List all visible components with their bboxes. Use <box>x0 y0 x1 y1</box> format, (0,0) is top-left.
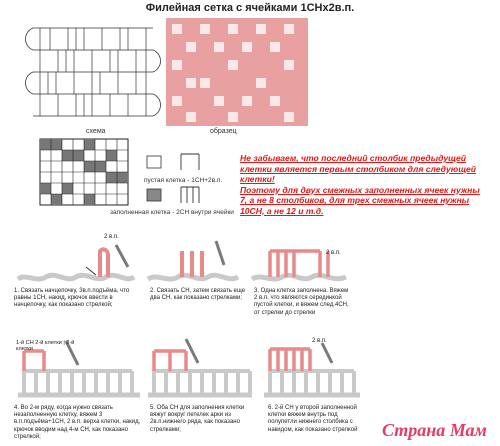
step-2-illustration <box>146 237 242 287</box>
step-3-text: 3. Одна клетка заполнена. Вяжем 2 в.п. что являются серединкой пустой клетки, и вяжем след.4СН, от стрелки до стрелки <box>254 288 349 316</box>
note-line-3: клетки! <box>240 174 275 184</box>
step-5-text: 5. Оба СН для заполнения клетки вяжут вокруг петелек арки из 2в.п.нижнего ряда, как показано стрелками; <box>150 405 245 433</box>
step-6-callout: 2 в.п. <box>312 338 327 344</box>
step-3-illustration <box>250 237 350 287</box>
note-line-4: Поэтому для двух смежных заполненных ячеек нужны <box>240 184 480 195</box>
filled-cell-label: заполненная клетка - 2СН внутри ячейки <box>110 209 234 216</box>
page-title: Филейная сетка с ячейками 1СНх2в.п. <box>145 2 355 14</box>
note-line-6: 10СН, а не 12 и т.д. <box>240 205 324 216</box>
empty-cell-symbol <box>146 155 164 169</box>
note-line-1: Не забываем, что последний столбик предыдущей <box>240 153 467 163</box>
site-watermark: Страна Мам <box>382 420 487 440</box>
note-line-2: клетки является первым столбиком для следующей <box>240 163 477 174</box>
step-4-text: 4. Во 2-м ряду, когда нужно связать незаполненную клетку, вяжем 3 в.п.подъёма+1СН, 2 в.п. верха клетки, накид, крючок вводим над 4-м СН, как показано стрелкой; <box>14 405 141 440</box>
important-note <box>240 153 500 216</box>
empty-cell-stitch-icon <box>178 152 202 172</box>
filled-cell-symbol <box>146 188 164 202</box>
empty-cell-label: пустая клетка - 1СН+2в.п. <box>144 177 223 184</box>
step-6-text: 6. 2-й СН у второй заполненной клетки вяжем внутрь под полупетли нижнего столбика с накидом, как показано стрелкой <box>268 405 358 433</box>
step-1-illustration <box>16 237 142 287</box>
step-3-callout: 2 в.п. <box>326 250 341 256</box>
filled-cell-stitch-icon <box>178 185 202 205</box>
note-line-5: 7, а не 8 столбиков, для трех смежных ячеек нужны <box>240 195 470 205</box>
step-5-illustration <box>146 337 254 401</box>
scheme-diagram <box>18 18 168 126</box>
step-6-illustration <box>262 337 362 401</box>
sample-swatch <box>166 18 308 126</box>
step-2-text: 2. Связать СН, затем связать еще два СН, как показано стрелками; <box>150 288 246 302</box>
step-1-callout: 2 в.п. <box>104 234 119 240</box>
step-4-callout: 1-й СН 2-й клетки | 2-й клетки <box>16 340 75 352</box>
filet-grid-chart <box>40 139 128 205</box>
step-1-text: 1. Связать начцепочку, 3в.п.подъёма, что равны 1СН, накид, крючок ввести в начцепочку, как показано стрелкой; <box>14 288 130 309</box>
scheme-label: схема <box>86 128 106 135</box>
sample-label: образец <box>210 128 237 135</box>
